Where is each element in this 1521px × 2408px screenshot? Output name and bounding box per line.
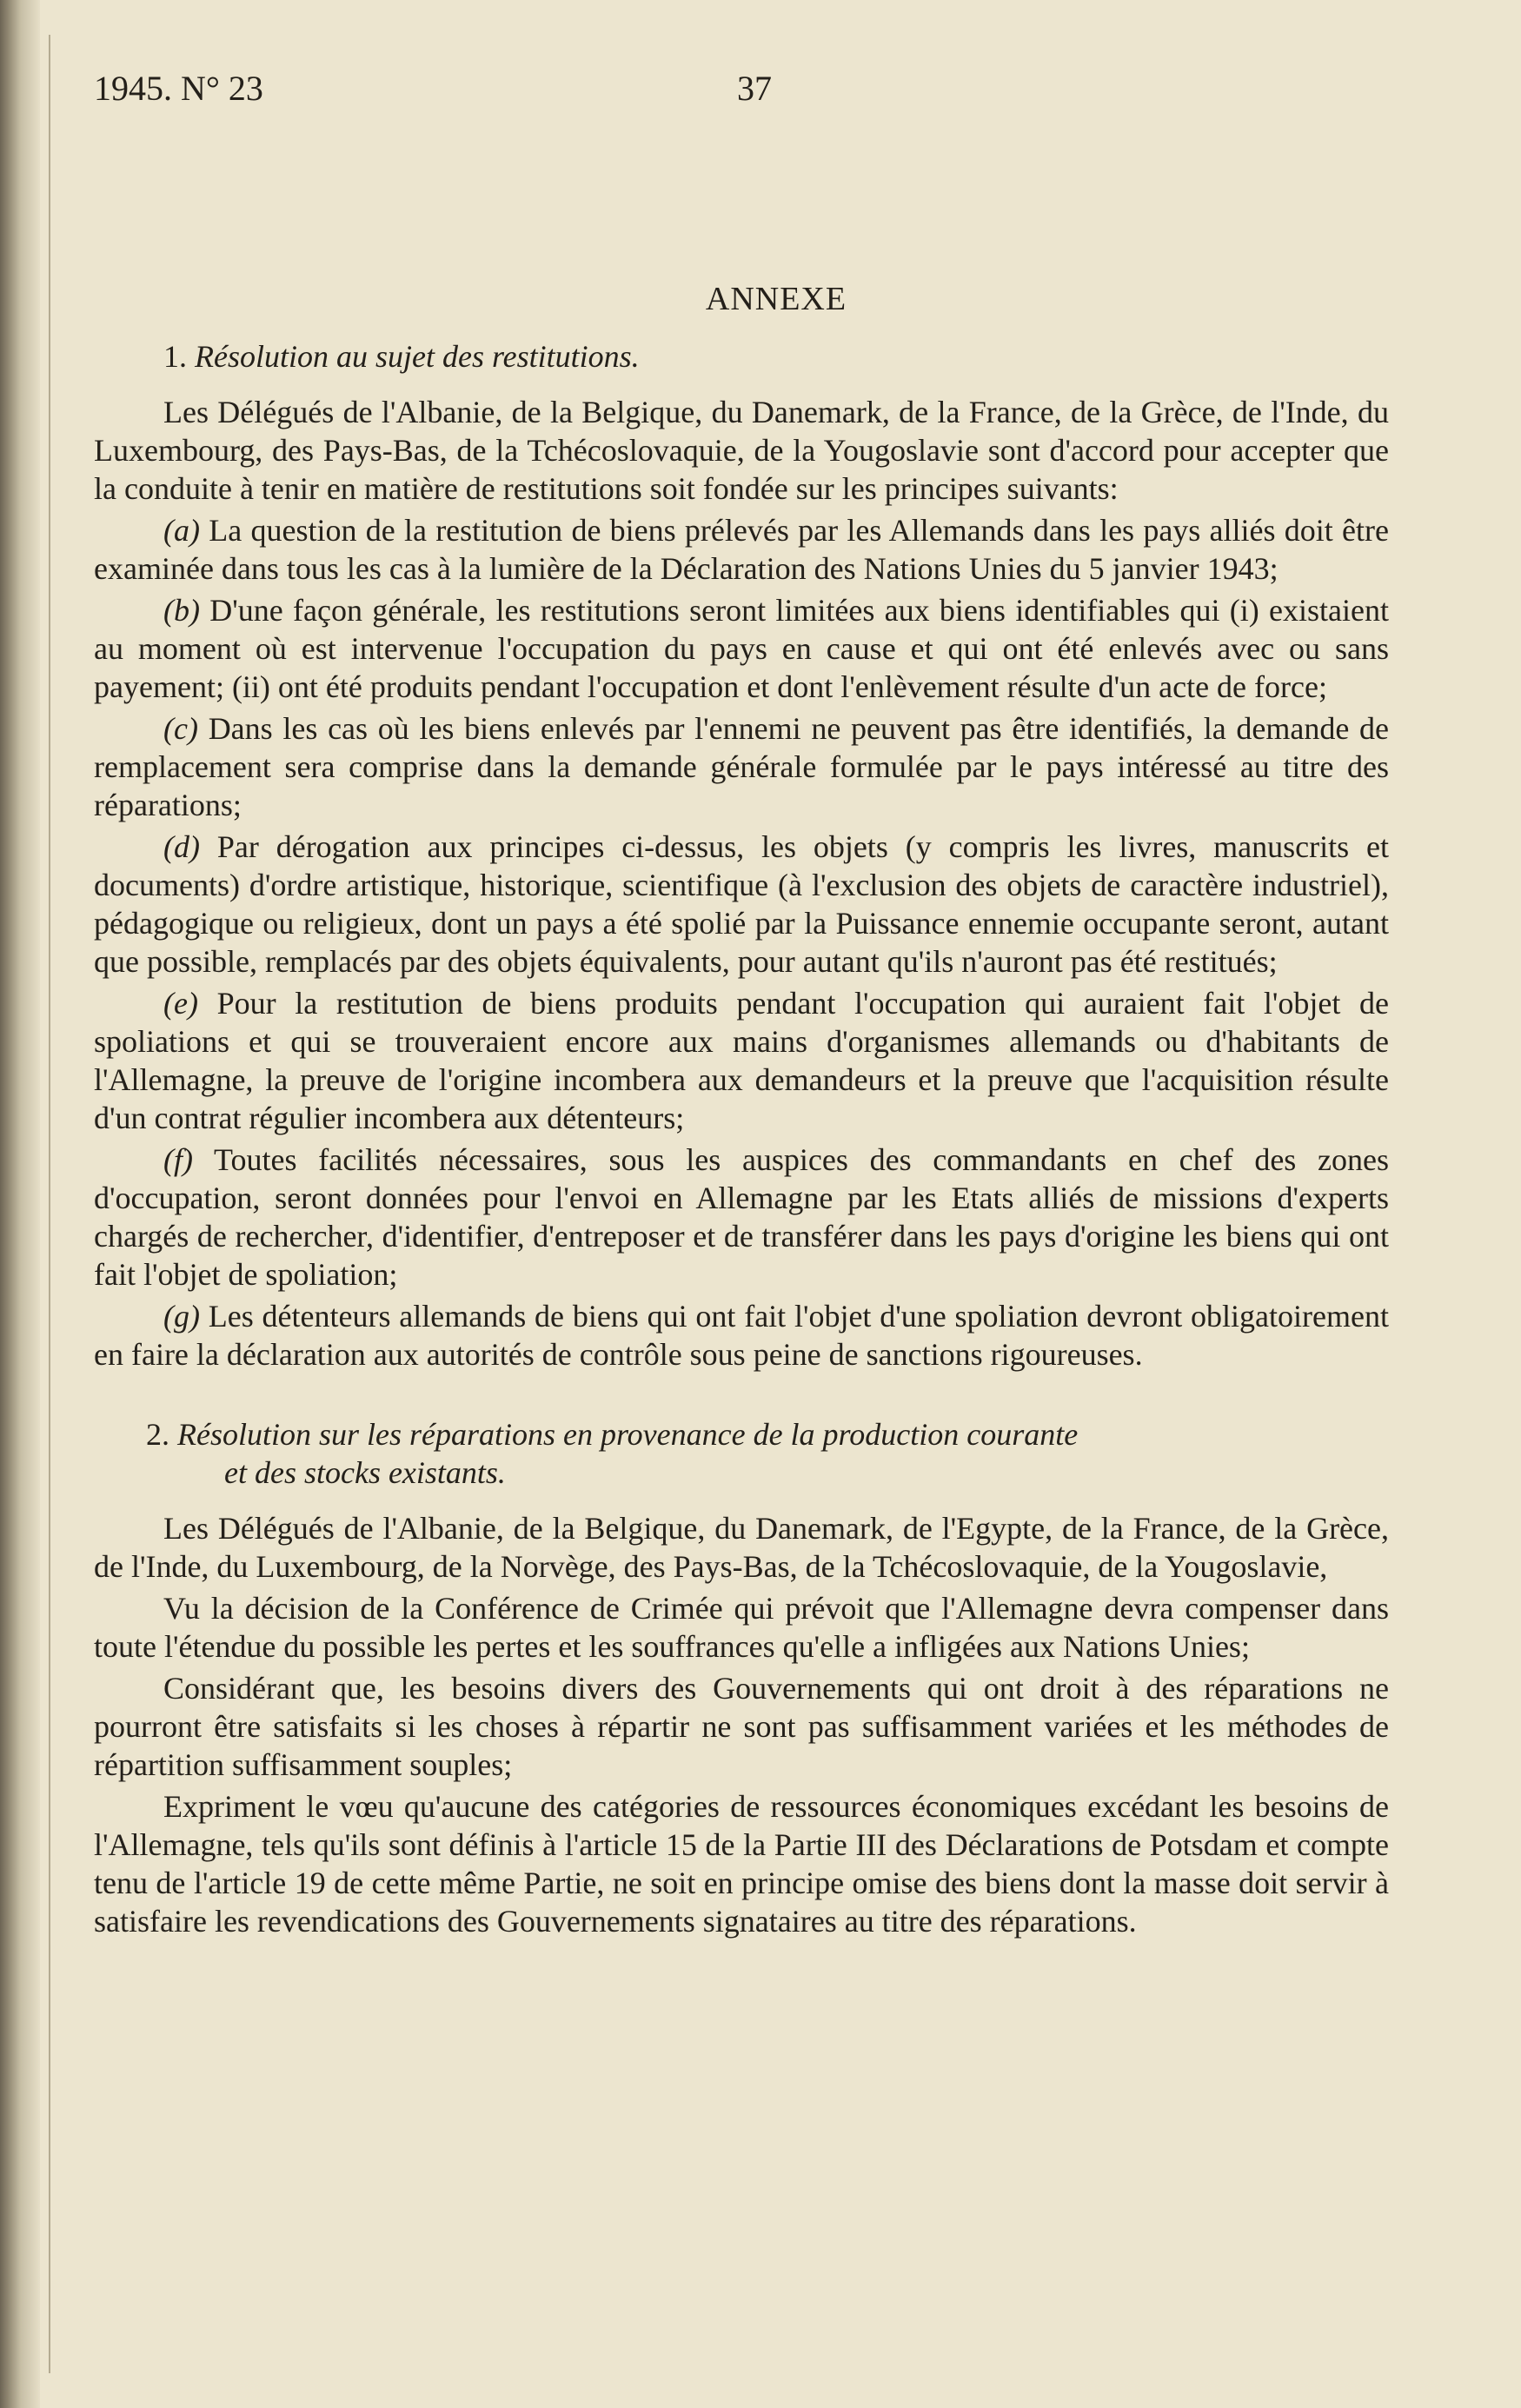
section-2-heading-line1: Résolution sur les réparations en provenance de la production courante: [177, 1417, 1079, 1452]
principle-a: [94, 511, 1389, 588]
section-2-paragraph-1: Les Délégués de l'Albanie, de la Belgique, du Danemark, de l'Egypte, de la France, de la Grèce, de l'Inde, du Luxembourg, de la Norvège, des Pays-Bas, de la Tchécoslovaquie, de la Yougoslavie,: [94, 1511, 1389, 1584]
principle-c-text: Dans les cas où les biens enlevés par l'ennemi ne peuvent pas être identifiés, la demande de remplacement sera comprise dans la demande générale formulée par le pays intéressé au titre des réparations;: [94, 711, 1390, 822]
section-2-title: [94, 1415, 1389, 1492]
section-1-title: [94, 337, 1389, 376]
principle-f: [94, 1141, 1389, 1294]
principle-a-label: (a): [163, 513, 200, 548]
principle-b-text: D'une façon générale, les restitutions seront limitées aux biens identifiables qui (i) existaient au moment où est intervenue l'occupation du pays en cause et qui ont été enlevés avec ou sans payement; (ii) ont été produits pendant l'occupation et dont l'enlèvement résulte d'un acte de force;: [94, 593, 1390, 704]
principle-f-text: Toutes facilités nécessaires, sous les auspices des commandants en chef des zones d'occupation, seront données pour l'envoi en Allemagne par les Etats alliés de missions d'experts chargés de rechercher, d'identifier, d'entreposer et de transférer dans les pays d'origine les biens qui ont fait l'objet de spoliation;: [94, 1142, 1389, 1292]
section-1-number: 1.: [163, 339, 187, 374]
principle-d-label: (d): [163, 829, 200, 864]
section-2-paragraph-4: Expriment le vœu qu'aucune des catégories de ressources économiques excédant les besoins de l'Allemagne, tels qu'ils sont définis à l'article 15 de la Partie III des Déclarations de Potsdam et compte tenu de l'article 19 de cette même Partie, ne soit en principe omise des biens dont la masse doit servir à satisfaire les revendications des Gouvernements signataires au titre des réparations.: [94, 1789, 1389, 1939]
principle-d-text: Par dérogation aux principes ci-dessus, les objets (y compris les livres, manuscrits et documents) d'ordre artistique, historique, scientifique (à l'exclusion des objets de caractère industriel), pédagogique ou religieux, dont un pays a été spolié par la Puissance ennemie occupante seront, autant que possible, remplacés par des objets équivalents, pour autant qu'ils n'auront pas été restitués;: [94, 829, 1389, 979]
annex-title: ANNEXE: [705, 281, 847, 317]
principle-c: [94, 709, 1389, 824]
principle-e: [94, 984, 1389, 1137]
page-header: [94, 68, 1389, 120]
principle-g-text: Les détenteurs allemands de biens qui ont fait l'objet d'une spoliation devront obligatoirement en faire la déclaration aux autorités de contrôle sous peine de sanctions rigoureuses.: [94, 1299, 1389, 1372]
running-header: 1945. N° 23: [94, 69, 263, 108]
section-1-intro: Les Délégués de l'Albanie, de la Belgique, du Danemark, de la France, de la Grèce, de l'Inde, du Luxembourg, des Pays-Bas, de la Tchécoslovaquie, de la Yougoslavie sont d'accord pour accepter que la conduite à tenir en matière de restitutions soit fondée sur les principes suivants:: [94, 395, 1389, 506]
principle-b: [94, 591, 1389, 706]
principle-b-label: (b): [163, 593, 200, 628]
section-2-number: 2.: [146, 1417, 169, 1452]
page-edge-line: [49, 35, 50, 2373]
section-2-paragraph-3: Considérant que, les besoins divers des Gouvernements qui ont droit à des réparations ne pourront être satisfaits si les choses à répartir ne sont pas suffisamment variées et les méthodes de répartition suffisamment souples;: [94, 1671, 1389, 1782]
principle-e-text: Pour la restitution de biens produits pendant l'occupation qui auraient fait l'objet de spoliations et qui se trouveraient encore aux mains d'organismes allemands ou d'habitants de l'Allemagne, la preuve de l'origine incombera aux demandeurs et la preuve que l'acquisition résulte d'un contrat régulier incombera aux détenteurs;: [94, 986, 1390, 1135]
principle-e-label: (e): [163, 986, 198, 1021]
page-edge: [0, 0, 40, 2408]
section-1-heading: Résolution au sujet des restitutions.: [195, 339, 640, 374]
principle-g: [94, 1297, 1389, 1374]
section-2-paragraph-2: Vu la décision de la Conférence de Crimée qui prévoit que l'Allemagne devra compenser dans toute l'étendue du possible les pertes et les souffrances qu'elle a infligées aux Nations Unies;: [94, 1591, 1389, 1664]
principle-f-label: (f): [163, 1142, 193, 1177]
principle-c-label: (c): [163, 711, 198, 746]
principle-d: [94, 828, 1389, 981]
principle-a-text: La question de la restitution de biens prélevés par les Allemands dans les pays alliés doit être examinée dans tous les cas à la lumière de la Déclaration des Nations Unies du 5 janvier 1943;: [94, 513, 1389, 586]
page-number: 37: [737, 69, 772, 108]
document-body: [94, 280, 1389, 1944]
section-2-heading-line2: et des stocks existants.: [224, 1455, 506, 1490]
principle-g-label: (g): [163, 1299, 200, 1334]
